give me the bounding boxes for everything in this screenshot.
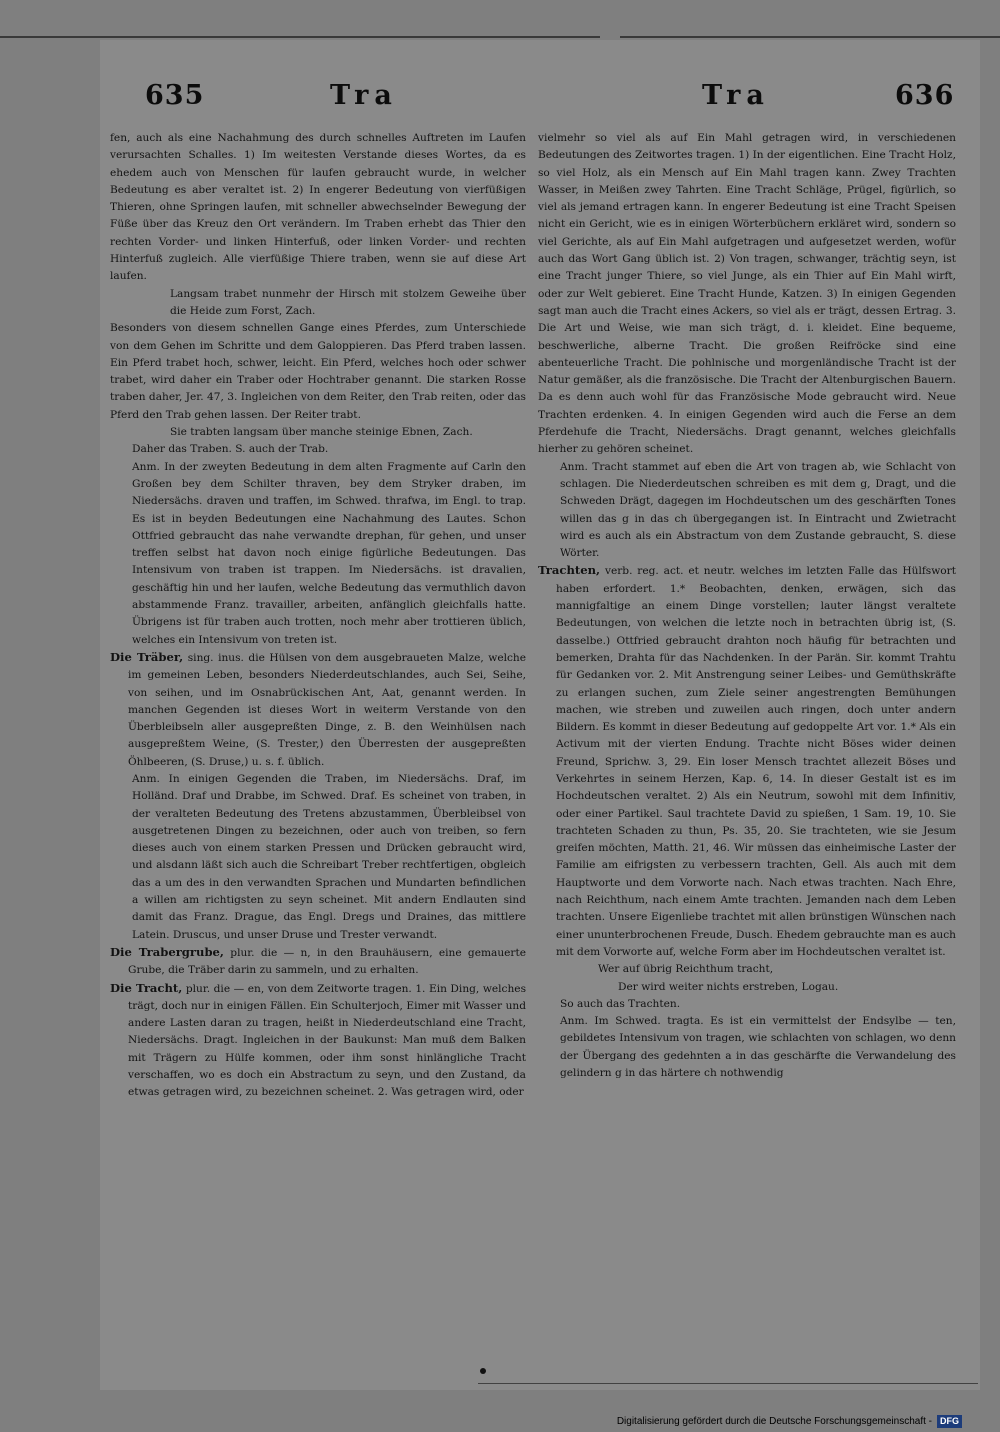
annotation-paragraph: Anm. In der zweyten Bedeutung in dem alten Fragmente auf Carln den Großen bey dem Schilter thraven, bey dem Stryker draben, im Niedersächs. draven und traffen, im Schwed. thrafwa, im Engl. to trap. Es ist in beyden Bedeutungen eine Nachahmung des Lautes. Schon Ottfried gebraucht das nahe verwandte drephan, für gehen, und unser treffen selbst hat davon noch einige figürliche Bedeutungen. Das Intensivum von traben ist trappen. Im Niedersächs. ist dravalien, geschäftig hin und her laufen, welche Bedeutung das vermuthlich davon abstammende Franz. travailler, arbeiten, anfänglich gleichfalls hatte. Übrigens ist für traben auch trotten, noch mehr aber trottieren üblich, welches ein Intensivum von treten ist. <box>132 460 526 646</box>
page-number-left: 635 <box>145 80 205 111</box>
running-head-right: Tra <box>702 80 770 111</box>
quoted-verse: Der wird weiter nichts erstreben, Logau. <box>618 980 839 993</box>
body-paragraph: vielmehr so viel als auf Ein Mahl getragen wird, in verschiedenen Bedeutungen des Zeitwortes tragen. 1) In der eigentlichen. Eine Tracht Holz, so viel Holz, als ein Mensch auf Ein Mahl tragen kann. Zwey Trachten Wasser, in Meißen zwey Tahrten. Eine Tracht Schläge, Prügel, figürlich, so viel als jemand ertragen kann. In engerer Bedeutung ist eine Tracht Speisen nicht ein Gericht, wie es in einigen Wörterbüchern erkläret wird, sondern so viel Gerichte, als auf Ein Mahl aufgetragen und aufgesetzet werden, wofür auch das Wort Gang üblich ist. 2) Von tragen, schwanger, trächtig seyn, ist eine Tracht junger Thiere, so viel Junge, als ein Thier auf Ein Mahl wirft, oder zur Welt gebieret. Eine Tracht Hunde, Katzen. 3) In einigen Gegenden sagt man auch die Tracht eines Ackers, so viel als er trägt, dessen Ertrag. 3. Die Art und Weise, wie man sich trägt, d. i. kleidet. Eine bequeme, beschwerliche, alberne Tracht. Die großen Reifröcke sind eine abenteuerliche Tracht. Die pohlnische und morgenländische Tracht ist der Natur gemäßer, als die französische. Die Tracht der Altenburgischen Bauern. Da es denn auch wohl für das Französische Mode gebraucht wird. Neue Trachten erdenken. 4. In einigen Gegenden wird auch die Ferse an dem Pferdehufe die Tracht, Niedersächs. Dragt genannt, welches gleichfalls hierher zu gehören scheinet. <box>538 132 956 456</box>
bottom-rule <box>478 1383 978 1384</box>
dfg-logo: DFG <box>937 1415 962 1428</box>
entry-text: plur. die — n, in den Brauhäusern, eine gemauerte Grube, die Träber darin zu sammeln, und zu erhalten. <box>128 946 527 977</box>
cross-reference: Daher das Traben. S. auch der Trab. <box>132 443 329 456</box>
annotation-paragraph: Anm. Im Schwed. tragta. Es ist ein vermittelst der Endsylbe — ten, gebildetes Intensivum von tragen, wie schlachten von schlagen, wo denn der Übergang des gedehnten a in das geschärfte die Verwandelung des gelindern g in das härtere ch nothwendig <box>560 1015 956 1080</box>
body-paragraph: Besonders von diesem schnellen Gange eines Pferdes, zum Unterschiede von dem Gehen im Schritte und dem Galoppieren. Das Pferd traben lassen. Ein Pferd trabet hoch, schwer, leicht. Ein Pferd, welches hoch oder schwer trabet, wird daher ein Traber oder Hochtraber genannt. Die starken Rosse traben daher, Jer. 47, 3. Ingleichen von dem Reiter, den Trab reiten, oder das Pferd den Trab gehen lassen. Der Reiter trabt. <box>110 322 526 421</box>
annotation-paragraph: Anm. Tracht stammet auf eben die Art von tragen ab, wie Schlacht von schlagen. Die Niederdeutschen schreiben es mit dem g, Dragt, und die Schweden Drägt, dagegen im Hochdeutschen um des geschärften Tones willen das g in das ch übergegangen ist. In Eintracht und Zwietracht wird es auch als ein Abstractum von dem Zustande gebraucht, S. diese Wörter. <box>560 460 956 560</box>
body-paragraph: fen, auch als eine Nachahmung des durch schnelles Auftreten im Laufen verursachten Schalles. 1) Im weitesten Verstande dieses Wortes, da es ehedem auch von Menschen für laufen gebraucht wurde, in welcher Bedeutung es aber veraltet ist. 2) In engerer Bedeutung von vierfüßigen Thieren, ohne Springen laufen, mit schneller abwechselnder Bewegung der Füße über das Kreuz den Ort verändern. Im Traben erhebt das Thier den rechten Vorder- und linken Hinterfuß, oder linken Vorder- und rechten Hinterfuß zugleich. Alle vierfüßige Thiere traben, wenn sie auf diese Art laufen. <box>110 132 526 283</box>
running-head-left: Tra <box>330 80 398 111</box>
left-column <box>110 130 526 1102</box>
annotation-paragraph: Anm. In einigen Gegenden die Traben, im Niedersächs. Draf, im Holländ. Draf und Drabbe, im Schwed. Draf. Es scheinet von traben, in der veralteten Bedeutung des Tretens abzustammen, Überbleibsel von ausgetretenen Dingen zu bezeichnen, oder auch von treiben, so fern dieses auch von einem starken Pressen und Drücken gebraucht wird, und alsdann läßt sich auch die Schreibart Treber rechtfertigen, obgleich das a um des in den verwandten Sprachen und Mundarten befindlichen a willen am richtigsten zu seyn scheinet. Mit andern Endlauten sind damit das Franz. Drague, das Engl. Dregs und Draines, das mittlere Latein. Druscus, und unser Druse und Trester verwandt. <box>132 772 526 941</box>
footer-text: Digitalisierung gefördert durch die Deutsche Forschungsgemeinschaft - <box>616 1415 932 1427</box>
entry-headword: Trachten, <box>538 563 601 578</box>
quoted-verse: Sie trabten langsam über manche steinige Ebnen, Zach. <box>170 426 473 439</box>
entry-headword: Die Trabergrube, <box>110 944 224 959</box>
entry-text: verb. reg. act. et neutr. welches im letzten Falle das Hülfswort haben erfordert. 1.* Beobachten, denken, erwägen, sich das mannigfaltige an einem Dinge vorstellen; lauter längst veraltete Bedeutungen, von welchen die letzte noch in betrachten übrig ist, (S. dasselbe.) Ottfried gebraucht drahton noch häufig für betrachten und bemerken, Drahta für das Nachdenken. In der Parän. Sir. kommt Trahtu für Gedanken vor. 2. Mit Anstrengung seiner Leibes- und Gemüthskräfte zu erlangen suchen, zum Ziele seiner angestrengten Bemühungen machen, wie streben und zuweilen auch ringen, doch unter andern Bildern. Es kommt in dieser Bedeutung auf gedoppelte Art vor. 1.* Als ein Activum mit der vierten Endung. Trachte nicht Böses wider deinen Freund, Sprichw. 3, 29. Ein loser Mensch trachtet allezeit Böses und Verkehrtes in seinem Herzen, Kap. 6, 14. In dieser Gestalt ist es im Hochdeutschen veraltet. 2) Als ein Neutrum, sowohl mit dem Infinitiv, oder einer Partikel. Saul trachtete David zu spießen, 1 Sam. 19, 10. Sie trachteten Schaden zu thun, Ps. 35, 20. Sie trachteten, wie sie Jesum greifen möchten, Matth. 21, 46. Wir müssen das einheimische Laster der Familie am eifrigsten zu verbessern trachten, Gell. Als auch mit dem Hauptworte und dem Vorworte nach. Nach etwas trachten. Nach Ehre, nach Reichthum, nach einem Amte trachten. Jemanden nach dem Leben trachten. Unsere Eigenliebe trachtet mit allen brünstigen Wünschen nach einer ununterbrochenen Freude, Dusch. Ehedem gebrauchte man es auch mit dem Vorworte auf, welche Form aber im Hochdeutschen veraltet ist. <box>556 565 956 958</box>
entry-text: sing. inus. die Hülsen von dem ausgebraueten Malze, welche im gemeinen Leben, besonders Niederdeutschlandes, auch Sei, Seihe, von seihen, und im Osnabrückischen Ant, Aat, genannt werden. In manchen Gegenden ist dieses Wort in weiterm Verstande von den Überbleibseln aller ausgepreßten Dinge, z. B. den Weinhülsen nach ausgepreßtem Weine, (S. Trester,) den Überresten der ausgepreßten Öhlbeeren, (S. Druse,) u. s. f. üblich. <box>128 651 526 768</box>
entry-headword: Die Träber, <box>110 649 184 664</box>
quoted-verse: Langsam trabet nunmehr der Hirsch mit stolzem Geweihe über die Heide zum Forst, Zach. <box>170 287 526 317</box>
cross-reference: So auch das Trachten. <box>560 997 681 1010</box>
dictionary-entry <box>538 562 956 961</box>
footer-credit <box>617 1413 962 1429</box>
dictionary-entry <box>110 980 526 1102</box>
page-number-right: 636 <box>895 80 955 111</box>
entry-text: plur. die — en, von dem Zeitworte tragen. 1. Ein Ding, welches trägt, doch nur in einigen Fällen. Ein Schulterjoch, Eimer mit Wasser und andere Lasten daran zu tragen, heißt in Niederdeutschland eine Tracht, Niedersächs. Dragt. Ingleichen in der Baukunst: Man muß dem Balken mit Trägern zu Hülfe kommen, oder ihm sonst hinlängliche Tracht verschaffen, wo es doch ein Abstractum zu seyn, und den Zustand, da etwas getragen wird, zu bezeichnen scheinet. 2. Was getragen wird, oder <box>128 982 527 1099</box>
dictionary-entry <box>110 944 526 980</box>
right-column <box>538 130 956 1082</box>
dictionary-entry <box>110 649 526 771</box>
entry-headword: Die Tracht, <box>110 980 183 995</box>
ink-dot <box>480 1368 486 1374</box>
quoted-verse: Wer auf übrig Reichthum tracht, <box>598 963 774 976</box>
scan-top-edge <box>0 36 1000 38</box>
